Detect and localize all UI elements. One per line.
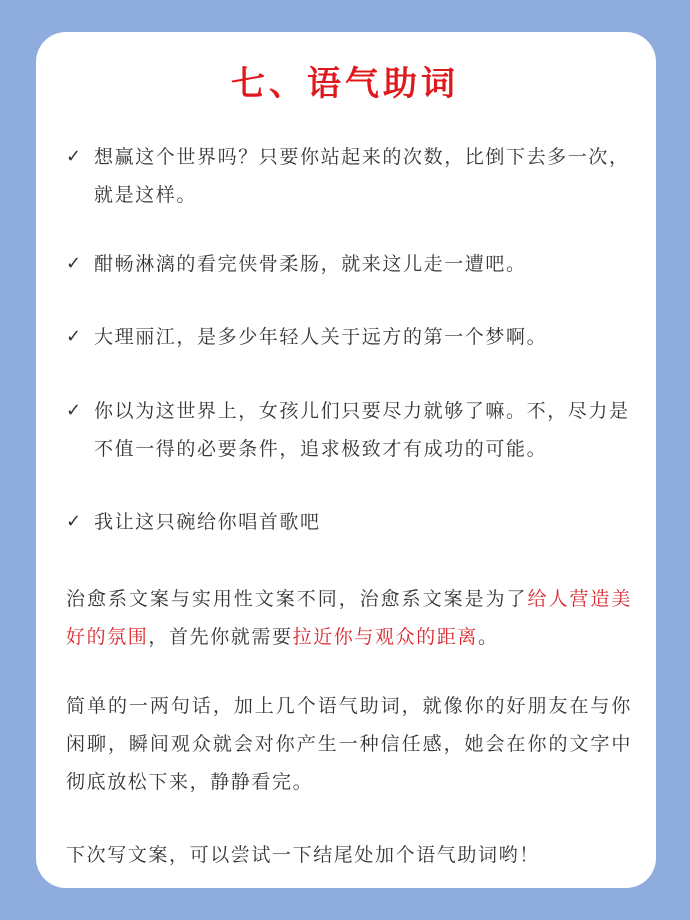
list-item-text: 我让这只碗给你唱首歌吧 xyxy=(94,511,321,533)
list-item xyxy=(66,138,636,214)
paragraph-text: 治愈系文案与实用性文案不同，治愈系文案是为了 xyxy=(66,588,528,610)
list-item-text: 想赢这个世界吗？只要你站起来的次数，比倒下去多一次，就是这样。 xyxy=(94,146,630,206)
list-item xyxy=(66,503,636,541)
list-item xyxy=(66,392,636,468)
page-title: 七、语气助词 xyxy=(231,64,459,104)
list-item xyxy=(66,245,636,283)
paragraph-body: 简单的一两句话，加上几个语气助词，就像你的好朋友在与你闲聊，瞬间观众就会对你产生一种信任感，她会在你的文字中彻底放松下来，静静看完。 xyxy=(66,695,632,793)
list-item-text: 酣畅淋漓的看完侠骨柔肠，就来这儿走一遭吧。 xyxy=(94,253,527,275)
list-item xyxy=(66,318,636,356)
paragraph-closing: 下次写文案，可以尝试一下结尾处加个语气助词哟！ xyxy=(66,844,540,866)
highlight-text: 给人营造美好的氛围 xyxy=(66,588,632,648)
check-icon: ✓ xyxy=(66,146,83,167)
check-icon: ✓ xyxy=(66,326,83,347)
list-item-text: 你以为这世界上，女孩儿们只要尽力就够了嘛。不，尽力是不值一得的必要条件，追求极致才有成功的可能。 xyxy=(94,400,630,460)
list-item-text: 大理丽江，是多少年轻人关于远方的第一个梦啊。 xyxy=(94,326,548,348)
paragraph-text: ，首先你就需要 xyxy=(148,626,293,648)
highlight-text: 拉近你与观众的距离 xyxy=(292,626,479,648)
check-icon: ✓ xyxy=(66,511,83,532)
check-icon: ✓ xyxy=(66,253,83,274)
paragraph-text: 。 xyxy=(478,626,499,648)
check-icon: ✓ xyxy=(66,400,83,421)
paragraph-intro xyxy=(66,580,632,656)
